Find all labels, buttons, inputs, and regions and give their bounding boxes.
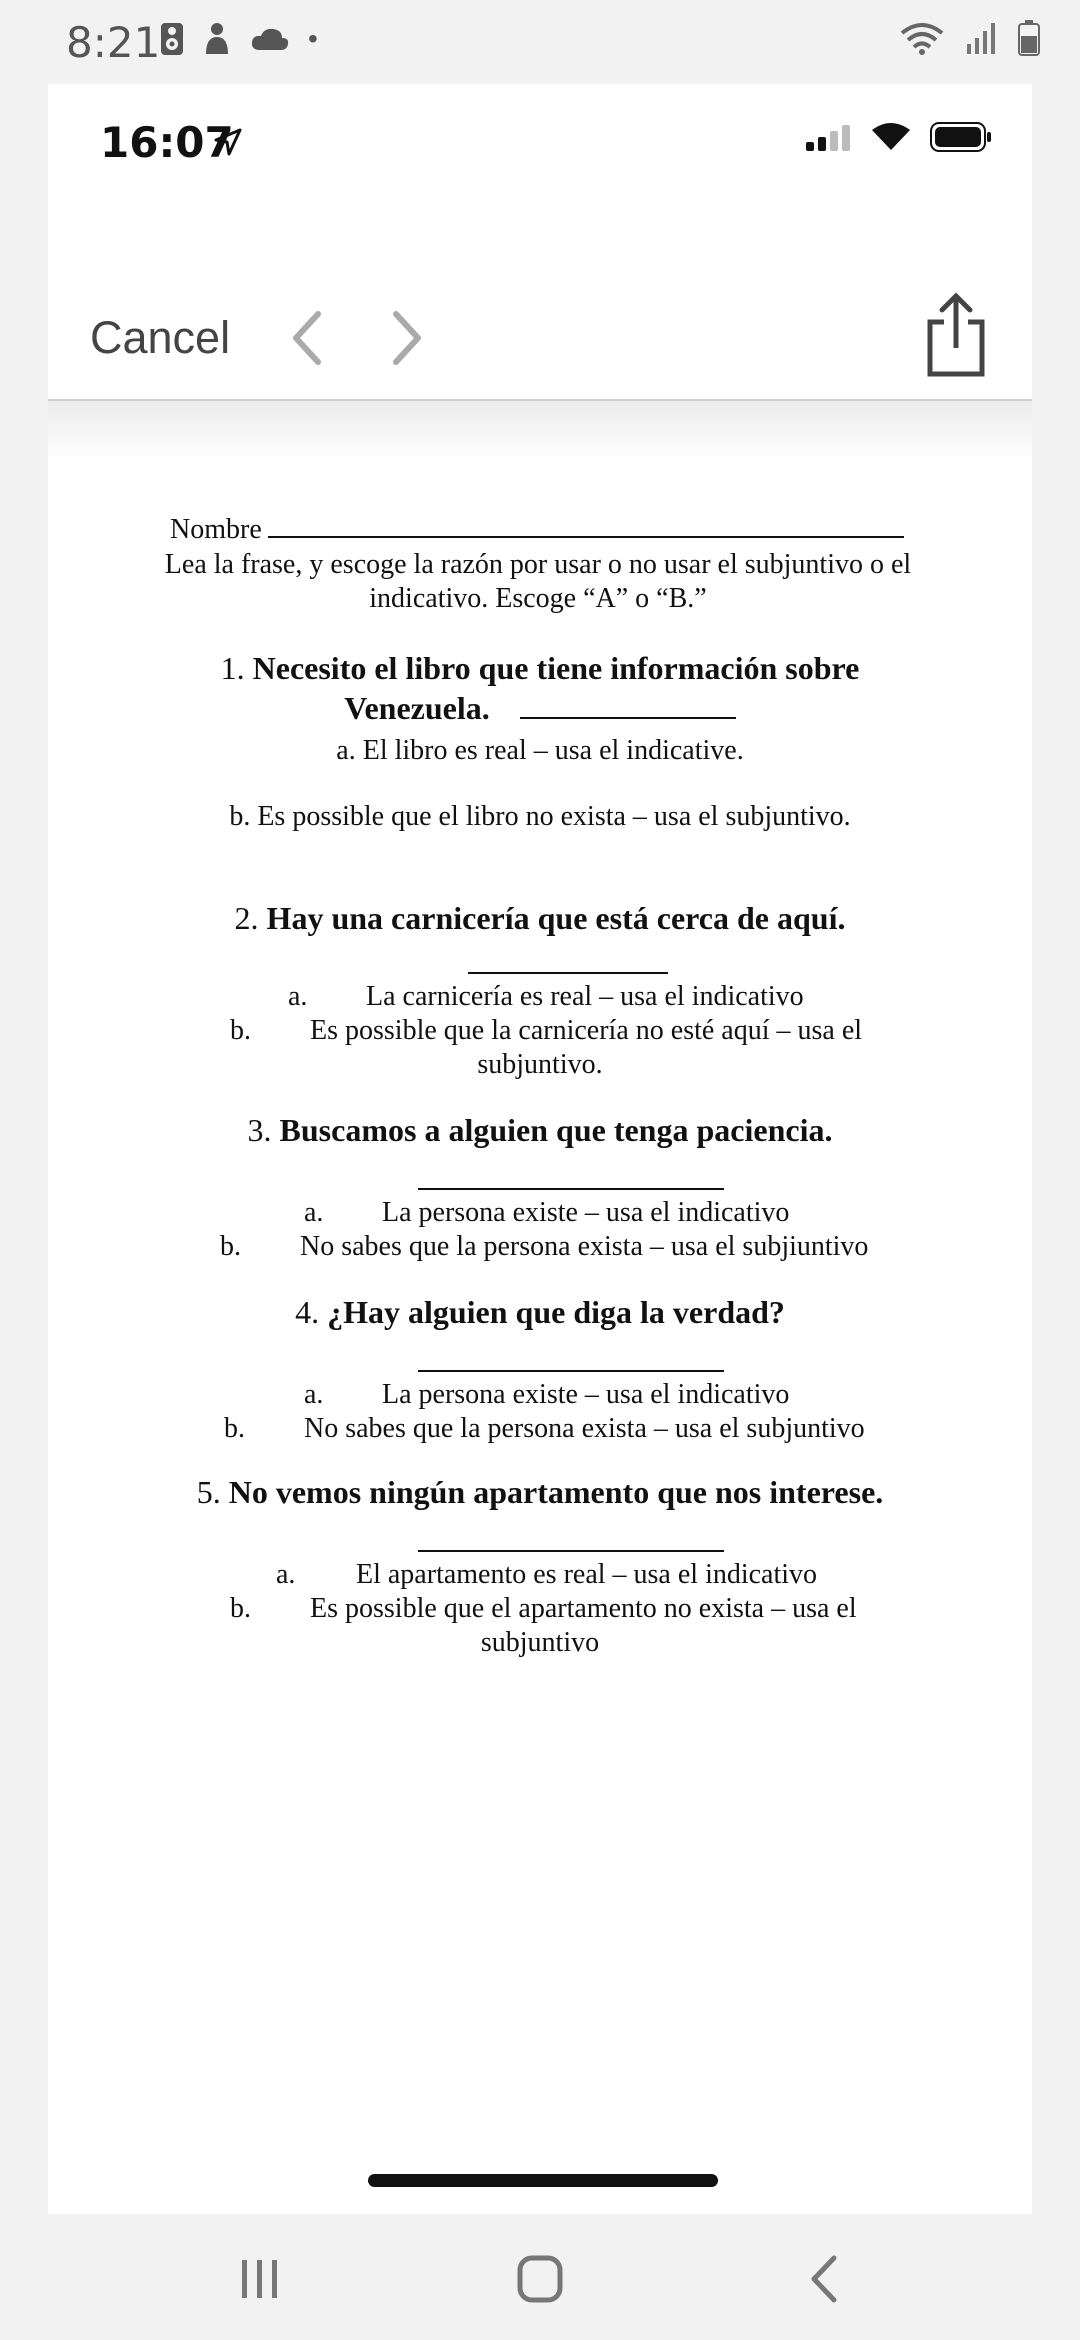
location-arrow-icon (214, 128, 242, 156)
ios-status-right (806, 122, 992, 152)
android-nav-bar (0, 2214, 1080, 2340)
android-status-bar (0, 0, 1080, 84)
home-icon (494, 2244, 584, 2314)
instructions: Lea la frase, y escoge la razón por usar o no usar el subjuntivo o el indicativo. Escoge “A” o “B.” (164, 549, 912, 614)
answer-blank (418, 1370, 724, 1372)
question-number: 1. (220, 650, 245, 686)
question-5-option-b-letter: b. (230, 1593, 251, 1624)
cloud-icon (250, 26, 290, 52)
share-icon (920, 292, 992, 378)
answer-blank (468, 972, 668, 974)
question-number: 5. (196, 1474, 221, 1510)
cancel-button[interactable]: Cancel (90, 312, 231, 363)
ios-wifi-icon (870, 122, 912, 152)
person-icon (202, 22, 232, 56)
question-1-option-a: a. El libro es real – usa el indicative. (336, 735, 744, 766)
android-status-icons (160, 22, 318, 56)
question-sentence: ¿Hay alguien que diga la verdad? (327, 1294, 785, 1330)
chevron-left-icon (280, 308, 336, 368)
question-3-option-b: No sabes que la persona exista – usa el subjiuntivo (300, 1231, 869, 1262)
question-2-option-a-letter: a. (288, 981, 308, 1012)
question-sentence: Hay una carnicería que está cerca de aquí. (266, 900, 846, 936)
ios-status-bar (48, 84, 1032, 204)
back-button[interactable] (778, 2244, 868, 2314)
android-status-time: 8:21 (66, 18, 161, 67)
name-label: Nombre (170, 514, 262, 545)
question-3 (148, 1110, 932, 1150)
question-4-option-a-letter: a. (304, 1379, 324, 1410)
question-4-option-b-letter: b. (224, 1413, 245, 1444)
next-button[interactable] (378, 308, 434, 368)
question-5-option-b: Es possible que el apartamento no exista – usa el (310, 1593, 857, 1624)
name-blank (268, 518, 904, 538)
question-2 (148, 898, 932, 938)
question-5-option-b-cont: subjuntivo (480, 1627, 600, 1658)
answer-blank (520, 691, 736, 719)
question-number: 4. (295, 1294, 320, 1330)
cellular-icon (806, 123, 852, 151)
question-number: 2. (234, 900, 259, 936)
question-1 (148, 648, 932, 728)
question-4-option-a: La persona existe – usa el indicativo (382, 1379, 790, 1410)
ios-home-indicator[interactable] (368, 2174, 718, 2187)
question-sentence: Necesito el libro que tiene información sobre (252, 650, 860, 686)
signal-icon (966, 22, 996, 54)
previous-button[interactable] (280, 308, 336, 368)
ios-status-time: 16:07 (100, 118, 234, 167)
toolbar-shadow (48, 401, 1032, 461)
answer-blank (418, 1550, 724, 1552)
back-icon (778, 2244, 868, 2314)
screenshot-card (48, 84, 1032, 2214)
question-sentence: No vemos ningún apartamento que nos interese. (228, 1474, 884, 1510)
question-2-option-a: La carnicería es real – usa el indicativo (366, 981, 804, 1012)
ios-battery-icon (930, 122, 992, 152)
viewer-toolbar (48, 204, 1032, 401)
question-4-option-b: No sabes que la persona exista – usa el subjuntivo (304, 1413, 865, 1444)
question-sentence: Buscamos a alguien que tenga paciencia. (279, 1112, 833, 1148)
recent-apps-icon (214, 2244, 304, 2314)
question-3-option-b-letter: b. (220, 1231, 241, 1262)
speaker-icon (160, 22, 184, 56)
wifi-icon (900, 21, 944, 55)
android-status-right (900, 20, 1040, 56)
question-5 (108, 1472, 972, 1512)
question-2-option-b-letter: b. (230, 1015, 251, 1046)
question-sentence-cont: Venezuela. (344, 690, 490, 726)
battery-icon (1018, 20, 1040, 56)
notification-dot: • (308, 23, 318, 54)
question-5-option-a: El apartamento es real – usa el indicativo (356, 1559, 818, 1590)
question-1-option-b: b. Es possible que el libro no exista – usa el subjuntivo. (229, 801, 851, 832)
question-3-option-a-letter: a. (304, 1197, 324, 1228)
question-number: 3. (247, 1112, 272, 1148)
name-line (170, 514, 920, 546)
answer-blank (418, 1188, 724, 1190)
share-button[interactable] (920, 292, 992, 378)
chevron-right-icon (378, 308, 434, 368)
question-2-option-b: Es possible que la carnicería no esté aquí – usa el (310, 1015, 863, 1046)
home-button[interactable] (494, 2244, 584, 2314)
question-2-option-b-cont: subjuntivo. (477, 1049, 603, 1080)
question-4 (148, 1292, 932, 1332)
question-3-option-a: La persona existe – usa el indicativo (382, 1197, 790, 1228)
question-5-option-a-letter: a. (276, 1559, 296, 1590)
recent-apps-button[interactable] (214, 2244, 304, 2314)
